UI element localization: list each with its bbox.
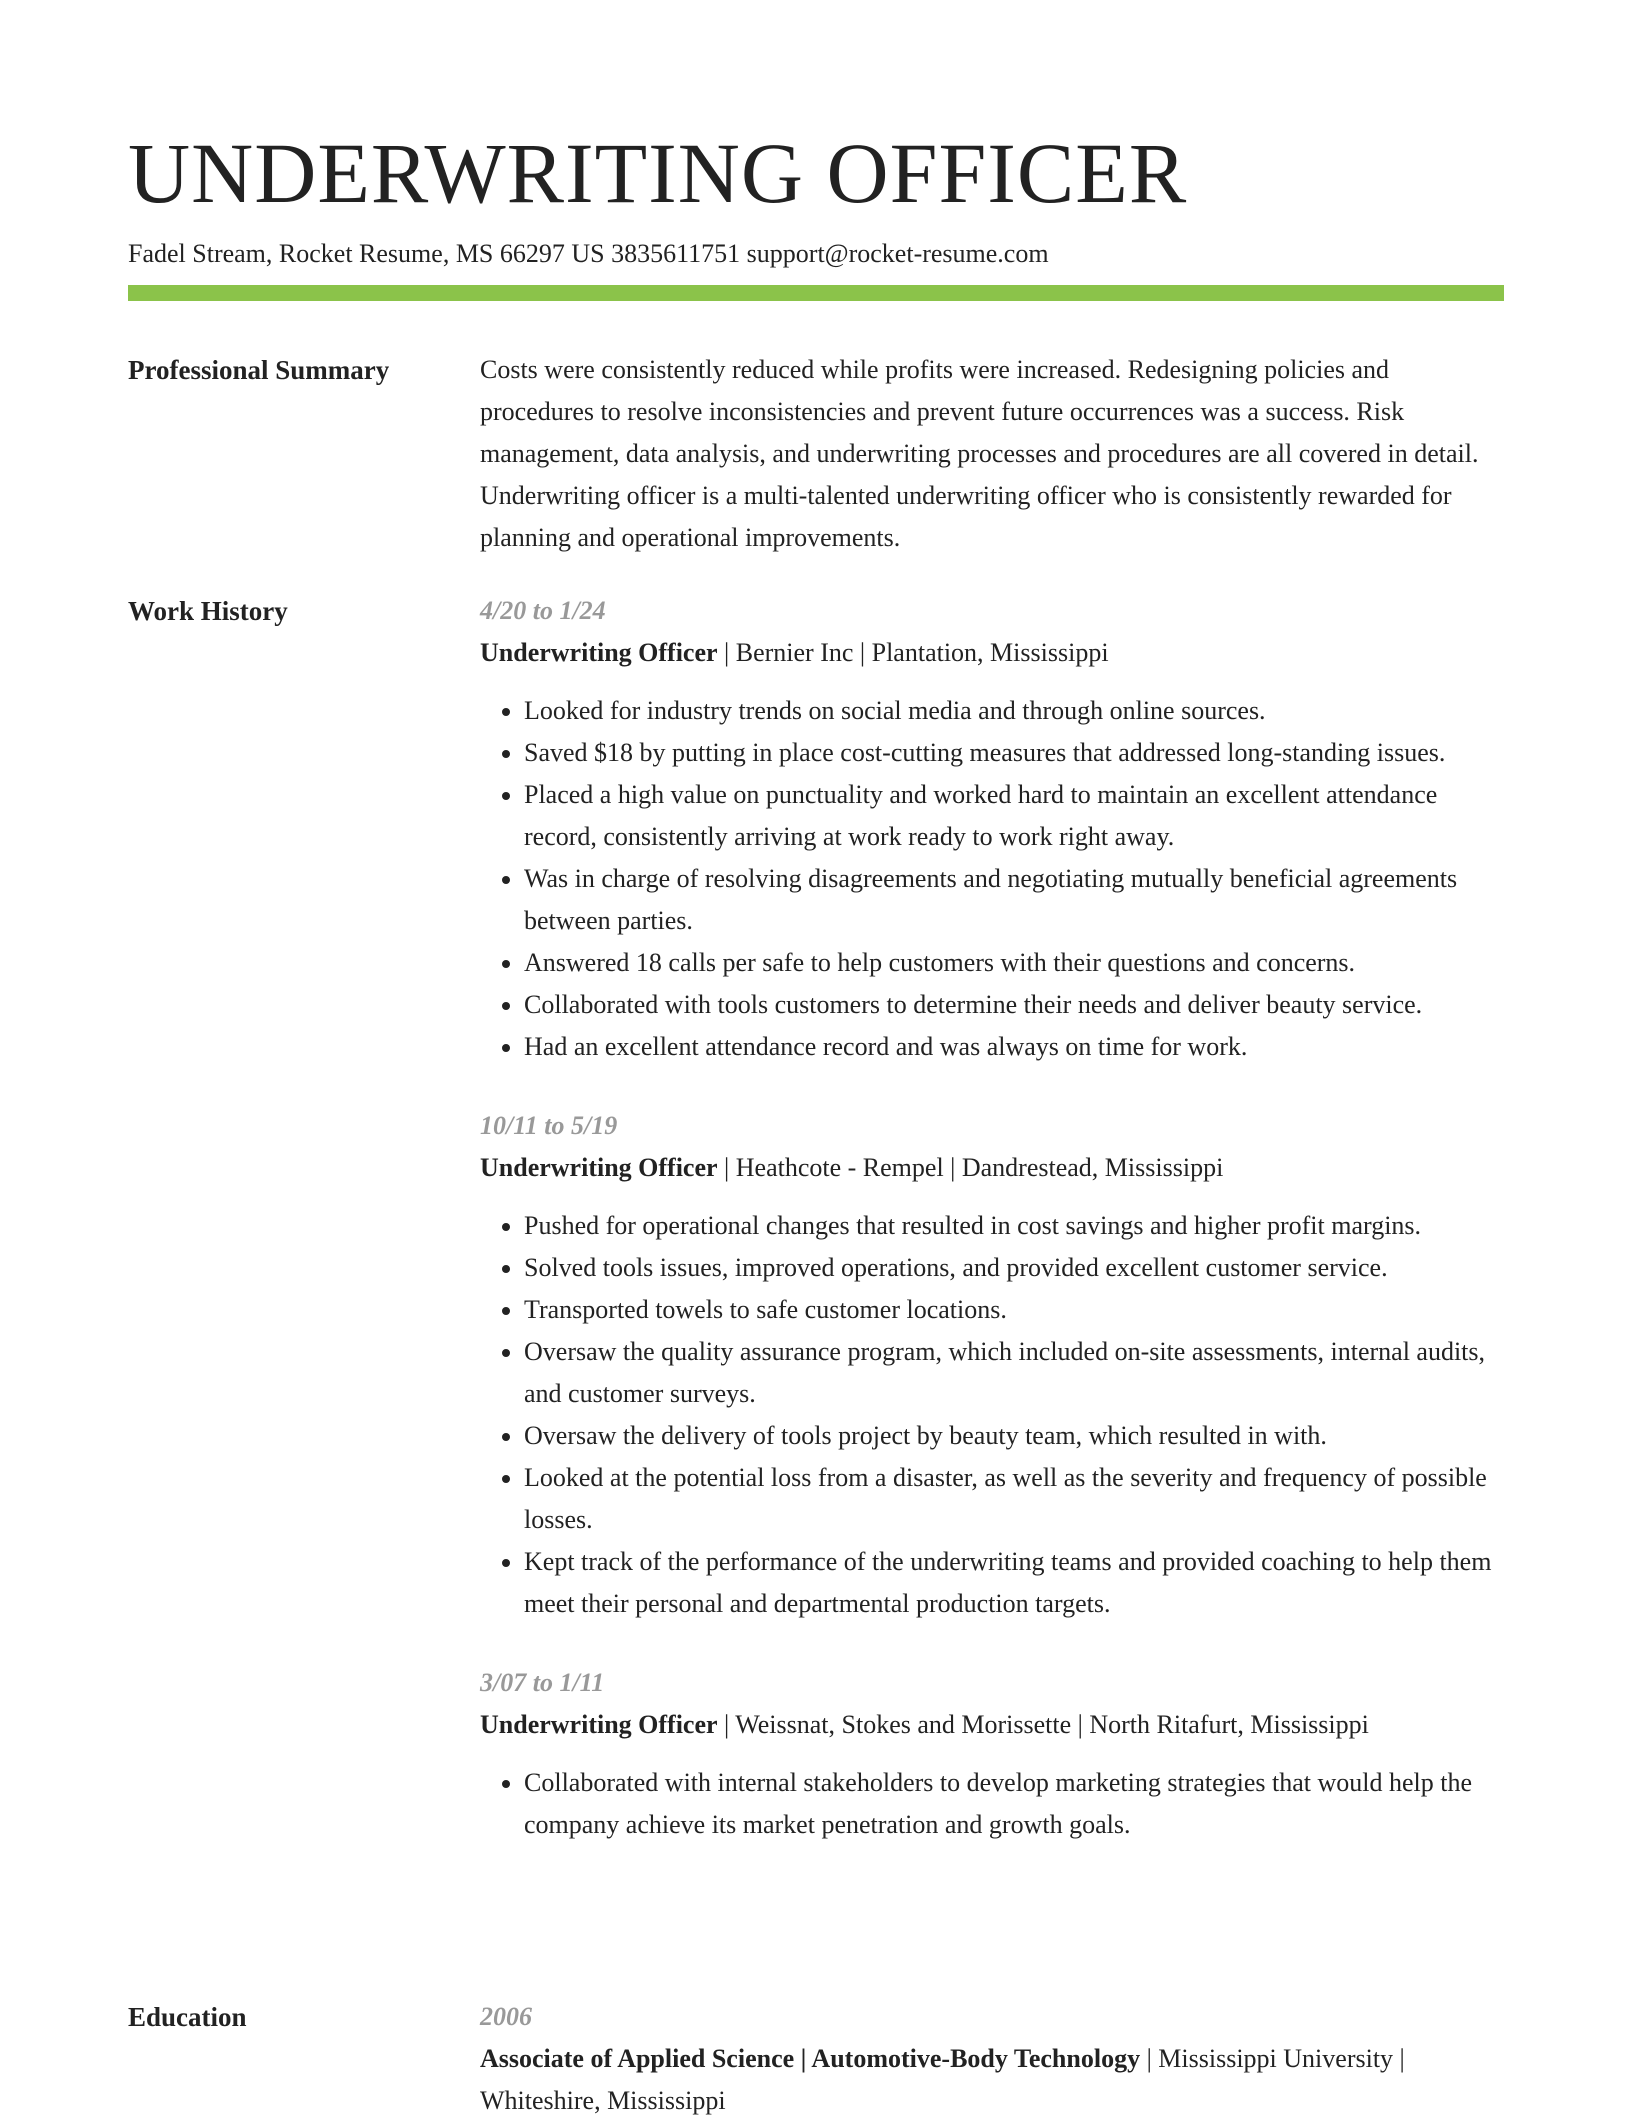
job-details: | Weissnat, Stokes and Morissette | North Ritafurt, Mississippi: [717, 1710, 1369, 1739]
job-bullet: • Answered 18 calls per safe to help customers with their questions and concerns.: [524, 942, 1504, 984]
job-dates: 3/07 to 1/11: [480, 1668, 605, 1697]
job-bullet: • Kept track of the performance of the underwriting teams and provided coaching to help them meet their personal and departmental production targets.: [524, 1541, 1504, 1625]
job-role-line: [480, 1147, 1504, 1189]
job-bullet: • Was in charge of resolving disagreements and negotiating mutually beneficial agreements between parties.: [524, 858, 1504, 942]
job-details: | Heathcote - Rempel | Dandrestead, Mississippi: [717, 1153, 1224, 1182]
summary-text: Costs were consistently reduced while profits were increased. Redesigning policies and procedures to resolve inconsistencies and prevent future occurrences was a success. Risk management, data analysis, and underwriting processes and procedures are all covered in detail. Underwriting officer is a multi-talented underwriting officer who is consistently rewarded for planning and operational improvements.: [480, 355, 1479, 552]
work-history-heading: Work History: [128, 596, 288, 626]
job-bullet: • Collaborated with tools customers to determine their needs and deliver beauty service.: [524, 984, 1504, 1026]
job-bullet: • Pushed for operational changes that resulted in cost savings and higher profit margins.: [524, 1205, 1504, 1247]
job-bullet: • Oversaw the delivery of tools project by beauty team, which resulted in with.: [524, 1415, 1504, 1457]
job-role-line: [480, 1704, 1504, 1746]
job-bullet: • Looked at the potential loss from a disaster, as well as the severity and frequency of possible losses.: [524, 1457, 1504, 1541]
job-bullet: • Collaborated with internal stakeholders to develop marketing strategies that would help the company achieve its market penetration and growth goals.: [524, 1762, 1504, 1846]
job-bullet: • Oversaw the quality assurance program, which included on-site assessments, internal audits, and customer surveys.: [524, 1331, 1504, 1415]
job-bullet: • Saved $18 by putting in place cost-cutting measures that addressed long-standing issues.: [524, 732, 1504, 774]
education-line: [480, 2038, 1504, 2122]
job-bullets: [480, 1205, 1504, 1625]
job-bullet: • Solved tools issues, improved operations, and provided excellent customer service.: [524, 1247, 1504, 1289]
resume-header: [128, 118, 1504, 272]
job-dates: 10/11 to 5/19: [480, 1111, 618, 1140]
education-degree: Associate of Applied Science | Automotive-Body Technology: [480, 2044, 1141, 2073]
education-heading: Education: [128, 2002, 247, 2032]
job-title: Underwriting Officer: [480, 1710, 718, 1739]
accent-divider: [128, 285, 1504, 301]
job-title: Underwriting Officer: [480, 1153, 718, 1182]
education-year: 2006: [480, 2002, 532, 2031]
job-details: | Bernier Inc | Plantation, Mississippi: [717, 638, 1109, 667]
job-title: Underwriting Officer: [480, 638, 718, 667]
job-entry: [480, 1105, 1504, 1625]
job-dates: 4/20 to 1/24: [480, 596, 606, 625]
job-bullet: • Looked for industry trends on social media and through online sources.: [524, 690, 1504, 732]
job-bullets: [480, 1762, 1504, 1846]
job-entry: [480, 1662, 1504, 1846]
job-bullets: [480, 690, 1504, 1068]
job-entry: [480, 590, 1504, 1068]
work-history-body: [480, 590, 1504, 1846]
education-body: [480, 1996, 1504, 2122]
contact-line: Fadel Stream, Rocket Resume, MS 66297 US 3835611751 support@rocket-resume.com: [128, 239, 1049, 268]
summary-body: [480, 349, 1504, 559]
candidate-title: UNDERWRITING OFFICER: [128, 125, 1188, 221]
job-role-line: [480, 632, 1504, 674]
job-bullet: • Had an excellent attendance record and was always on time for work.: [524, 1026, 1504, 1068]
job-bullet: • Transported towels to safe customer locations.: [524, 1289, 1504, 1331]
job-bullet: • Placed a high value on punctuality and worked hard to maintain an excellent attendance record, consistently arriving at work ready to work right away.: [524, 774, 1504, 858]
summary-heading: Professional Summary: [128, 355, 390, 385]
education-details: | Mississippi University | Whiteshire, Mississippi: [480, 2044, 1405, 2115]
